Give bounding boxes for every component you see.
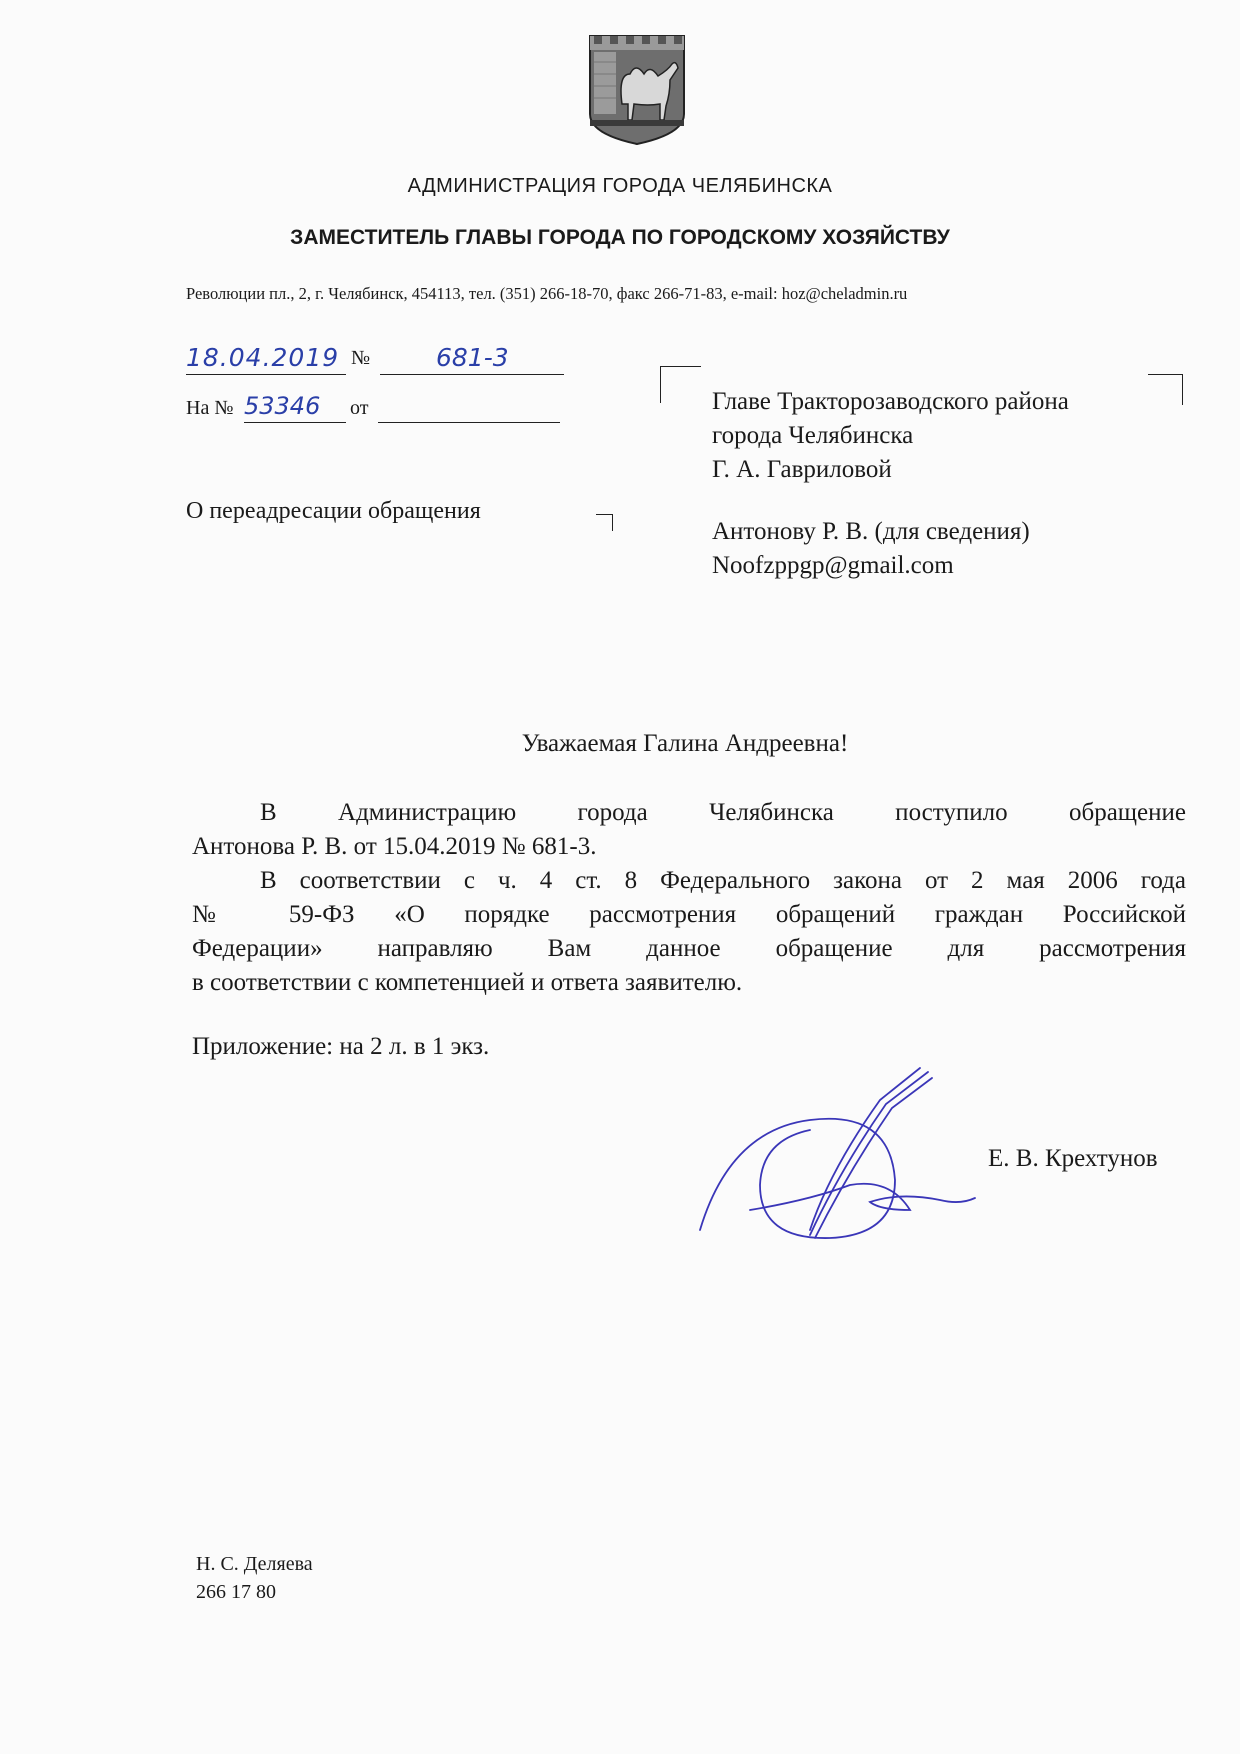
body-paragraph-2-line-3: Федерации» направляю Вам данное обращение для рассмотрения [192, 935, 1186, 962]
reply-from-label: от [350, 397, 369, 419]
registration-date: 18.04.2019 [186, 343, 340, 372]
handwritten-signature [690, 1060, 990, 1300]
addressee-line-1: Главе Тракторозаводского района [712, 388, 1069, 415]
addressee-line-2: города Челябинска [712, 422, 914, 449]
organization-title: АДМИНИСТРАЦИЯ ГОРОДА ЧЕЛЯБИНСКА [407, 175, 833, 197]
addressee-block [712, 385, 1069, 583]
signer-name: Е. В. Крехтунов [988, 1145, 1158, 1172]
attachment-note: Приложение: на 2 л. в 1 экз. [192, 1033, 490, 1060]
addressee-cc-email: Noofzppgp@gmail.com [712, 552, 954, 579]
registration-number: 681-3 [436, 343, 509, 372]
salutation: Уважаемая Галина Андреевна! [521, 730, 849, 757]
addressee-line-3: Г. А. Гавриловой [712, 456, 892, 483]
body-paragraph-1-line-2: Антонова Р. В. от 15.04.2019 № 681-3. [192, 833, 597, 860]
executor-phone: 266 17 80 [196, 1581, 276, 1603]
body-paragraph-2-line-1: В соответствии с ч. 4 ст. 8 Федерального закона от 2 мая 2006 года [260, 867, 1186, 894]
reply-number-label: На № [186, 397, 234, 419]
letter-body [192, 796, 1186, 1064]
reply-number-field [244, 390, 346, 423]
camel-icon [588, 34, 686, 146]
body-paragraph-1-line-1: В Администрацию города Челябинска поступило обращение [260, 799, 1186, 826]
coat-of-arms-emblem [588, 34, 686, 146]
registration-date-field [186, 340, 346, 375]
body-paragraph-2-line-2: № 59-ФЗ «О порядке рассмотрения обращений граждан Российской [192, 901, 1186, 928]
reply-date-field [378, 390, 560, 423]
registration-number-label: № [351, 347, 371, 369]
reply-number: 53346 [244, 392, 321, 420]
department-title: ЗАМЕСТИТЕЛЬ ГЛАВЫ ГОРОДА ПО ГОРОДСКОМУ ХОЗЯЙСТВУ [290, 226, 950, 249]
subject-line: О переадресации обращения [186, 498, 481, 524]
addressee-corner-right [1148, 374, 1183, 405]
addressee-cc: Антонову Р. В. (для сведения) [712, 518, 1030, 545]
executor-name: Н. С. Деляева [196, 1553, 313, 1575]
addressee-corner-left [660, 366, 701, 403]
executor-block [196, 1550, 313, 1606]
registration-number-field [380, 340, 564, 375]
subject-corner-mark [596, 514, 613, 531]
body-paragraph-2-line-4: в соответствии с компетенцией и ответа заявителю. [192, 969, 743, 996]
contact-line: Революции пл., 2, г. Челябинск, 454113, тел. (351) 266-18-70, факс 266-71-83, e-mail: hoz@cheladmin.ru [186, 284, 908, 303]
